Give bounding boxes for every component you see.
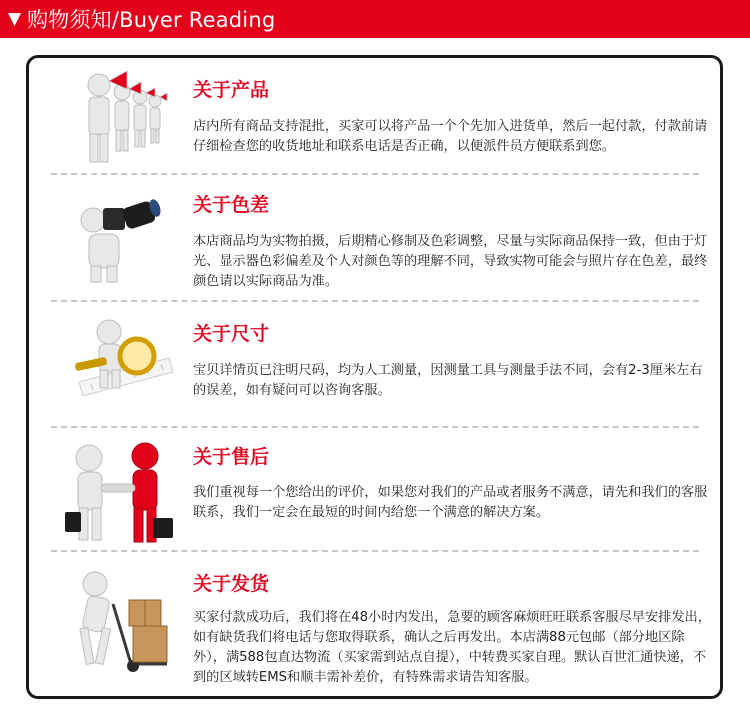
section-body: 买家付款成功后，我们将在48小时内发出，急要的顾客麻烦旺旺联系客服尽早安排发出，如有缺货我们将电话与您取得联系，确认之后再发出。本店满88元包邮（部分地区除外），满588包直达物流（买家需到站点自提），中转费买家自理。默认百世汇通快递，不到的区域转EMS和顺丰需补差价，有特殊需求请告知客服。 bbox=[193, 610, 711, 685]
section-divider bbox=[51, 426, 699, 428]
section-body: 我们重视每一个您给出的评价，如果您对我们的产品或者服务不满意，请先和我们的客服联系，我们一定会在最短的时间内给您一个满意的解决方案。 bbox=[193, 485, 708, 520]
section-divider bbox=[51, 300, 699, 302]
section-body: 本店商品均为实物拍摄，后期精心修制及色彩调整，尽量与实际商品保持一致，但由于灯光、显示器色彩偏差及个人对颜色等的理解不同，导致实物可能会与照片存在色差，最终颜色请以实际商品为准。 bbox=[193, 234, 708, 289]
handshake-figures-icon bbox=[49, 438, 189, 550]
camera-figure-icon bbox=[69, 194, 169, 286]
section-title: 关于产品 bbox=[193, 79, 270, 101]
magnifier-ruler-icon bbox=[69, 314, 179, 410]
section-body: 店内所有商品支持混批，买家可以将产品一个个先加入进货单，然后一起付款，付款前请仔细检查您的收货地址和联系电话是否正确，以便派件员方便联系到您。 bbox=[193, 119, 708, 154]
section-divider bbox=[51, 550, 699, 552]
section-body: 宝贝详情页已注明尺码，均为人工测量，因测量工具与测量手法不同，会有2-3厘米左右的误差，如有疑问可以咨询客服。 bbox=[193, 363, 703, 398]
delivery-cart-icon bbox=[69, 566, 179, 678]
section-title: 关于尺寸 bbox=[193, 323, 270, 345]
triangle-down-icon: ▼ bbox=[8, 8, 22, 29]
header-bar bbox=[0, 0, 750, 38]
notice-panel bbox=[26, 55, 723, 699]
section-title: 关于发货 bbox=[193, 573, 270, 595]
page-title: 购物须知/Buyer Reading bbox=[27, 8, 276, 32]
section-title: 关于售后 bbox=[193, 446, 270, 468]
megaphone-figures-icon bbox=[65, 63, 179, 171]
section-divider bbox=[51, 173, 699, 175]
section-title: 关于色差 bbox=[193, 194, 270, 216]
